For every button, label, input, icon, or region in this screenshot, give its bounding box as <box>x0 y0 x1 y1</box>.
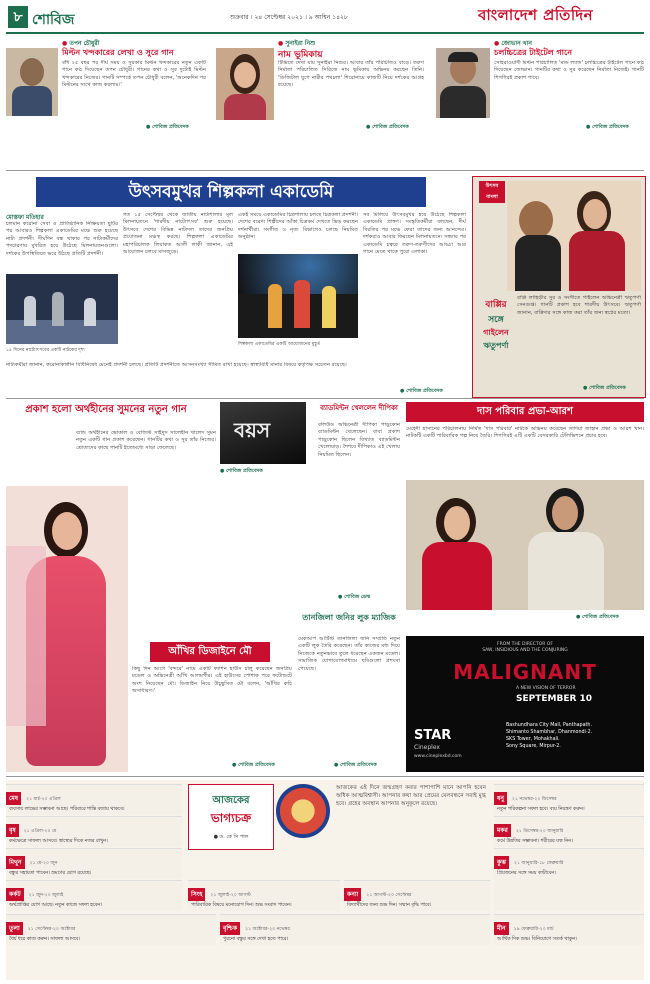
story-dipika <box>318 402 400 602</box>
dipika-title: ব্যাডমিন্টন খেললেন দীপিকা <box>320 404 398 412</box>
story-tag: ● তপন চৌধুরী <box>62 38 99 49</box>
story-title: চলচ্চিত্রের টাইটেল গানে <box>494 48 572 57</box>
photo-caption: ১৫ দিনের নাট্যোৎসবের একটি নাটকের দৃশ্য <box>6 348 85 353</box>
sign-brishchik <box>220 914 490 945</box>
dipika-sign: ● শোবিজ ডেস্ক <box>338 594 371 600</box>
logo-text: বাংলাদেশ প্রতিদিন <box>478 6 594 24</box>
ad-url[interactable]: www.cineplexbd.com <box>414 754 462 759</box>
sign-range: ১৯ ফেব্রুয়ারি-২০ মার্চ <box>513 927 554 932</box>
main-col1: চলমান করোনা সেবা ও প্রাতিষ্ঠানিক নিষ্ক্রিয়তা ছুটির পর আবারও শিল্পকলা একাডেমির মঞ্চে শুরু হয়েছে নাট্য প্রদর্শনী। দীর্ঘদিন বন্ধ থাকার পর নাট্যকর্মীদের পদচারণায় মুখরিত হয়ে উঠেছে মিলনায়তনগুলো। দর্শকের উপস্থিতিতে ভরে উঠছে প্রতিটি প্রদর্শনী। <box>6 221 118 257</box>
sign-brish <box>6 816 182 847</box>
sign-mesh <box>6 784 182 815</box>
sign-name: কন্যা <box>344 888 361 901</box>
sumon-body: ব্যান্ড অর্থহীনের ভোকাল ও বেজিস্ট সাইদুস সালেহীন খালেদ সুমন নতুন একটি গান প্রকাশ করেছেন। গানটির কথা ও সুর তাঁর নিজের। শ্রোতাদের কাছে গানটি ইতোমধ্যে সাড়া ফেলেছে। <box>76 430 216 451</box>
horoscope-intro: আজকের এই দিনে জন্মগ্রহণ করার পাশাপাশি মানে আপনি হবেন অধিক আত্মবিশ্বাসী। আপনার কথা আর প্রেমের মেলবন্ধনে সবাই মুগ্ধ হবে। গ্রহের অবস্থান আপনার অনুকূলে রয়েছে। <box>336 785 486 807</box>
ad-from-2: SAW, INSIDIOUS AND THE CONJURING <box>482 648 568 653</box>
badge-bottom: বাংলা <box>486 194 498 200</box>
sign-text: কর্মে উন্নতির সম্ভাবনা। শরীরের যত্ন নিন। <box>497 839 573 844</box>
sign-text: নতুন পরিকল্পনা সফল হবে। ব্যয় নিয়ন্ত্রণ করুন। <box>497 807 585 812</box>
bappi-box <box>472 176 646 398</box>
label-line: সঙ্গে <box>488 315 504 325</box>
byline: মোস্তফা মতিহার <box>6 214 44 221</box>
bappi-label <box>479 297 513 353</box>
ad-from: FROM THE DIRECTOR OF <box>497 642 553 647</box>
sign-karkat <box>6 880 182 911</box>
story-body: টিভিতে দেখা যায় সুনাইরা নিশুর। আবার তাঁর পরিচিতিও বাড়ে। তরুণ নির্মাতা পরিচালিত সিরিজে নাম ভূমিকায় অভিনয় করছেন তিনি। 'ডিজিটাল যুগে নারীর পথচলা' শিরোনামে কাজটি নিয়ে দর্শকের আগ্রহ রয়েছে। <box>278 60 424 89</box>
dipika-body: বলিউড অভিনেত্রী দীপিকা পাড়ুকোন ব্যাডমিন্টন খেলেছেন। বাবা প্রকাশ পাড়ুকোন ছিলেন বিখ্যাত ব্যাডমিন্টন খেলোয়াড়। শৈশবে দীপিকাও এই খেলায় নিয়মিত ছিলেন। <box>318 422 400 458</box>
story-sumon <box>6 402 306 482</box>
sign-range: ২১ অক্টোবর-২০ নভেম্বর <box>245 927 290 932</box>
newspaper-logo <box>478 4 642 32</box>
page-number: ৮ <box>8 6 28 28</box>
sign-mithun <box>6 848 182 879</box>
sign-name: বৃষ <box>6 824 19 837</box>
main-col2: গত ১৫ সেপ্টেম্বর থেকে জাতীয় নাট্যশালার মূল মিলনায়তনে 'শারদীয় নাট্যোৎসব' শুরু হয়েছে। উৎসবে দেশের বিভিন্ন নাট্যদল তাদের জনপ্রিয় প্রযোজনা মঞ্চস্থ করছে। শিল্পকলা একাডেমির মহাপরিচালক লিয়াকত আলী লাকী জানান, এই আয়োজন চলবে মাসজুড়ে। <box>123 212 233 256</box>
ad-date: SEPTEMBER 10 <box>516 694 593 704</box>
sign-name: বৃশ্চিক <box>220 922 240 935</box>
horoscope-title-2: ভাগ্যচক্র <box>210 811 252 825</box>
label-line: বাপ্পির <box>485 300 507 310</box>
prova-sign: ● শোবিজ প্রতিবেদক <box>576 614 619 620</box>
sumon-sign: ● শোবিজ প্রতিবেদক <box>220 468 263 474</box>
sign-kumbha <box>494 848 644 911</box>
sign-meen <box>494 914 644 945</box>
horoscope <box>6 780 644 980</box>
mou-body: কিছু দিন আগে 'বন্দরে' নামে একটি ফ্যাশন হাউস চালু করেছেন জনপ্রিয় মডেল ও অভিনেত্রী আঁখি আলমগীর। এই হাউসের পোশাক পরে ফটোশুটে অংশ নিয়েছেন মৌ। ডিজাইন নিয়ে উচ্ছ্বসিত মৌ বলেন, 'আঁখির রুচি অসাধারণ।' <box>132 666 292 695</box>
main-story <box>6 212 466 362</box>
jovan-photo <box>436 48 490 118</box>
photo-caption: শিল্পকলা একাডেমির একটি আয়োজনের মুহূর্ত <box>238 342 321 347</box>
mou-title: আঁখির ডিজাইনে মৌ <box>150 642 270 662</box>
main-headline: উৎসবমুখর শিল্পকলা একাডেমি <box>36 177 426 207</box>
location-item: Sony Square, Mirpur-2. <box>506 744 561 749</box>
tanjila-body: মেকআপ আর্টিস্ট তানজিলা জনি সম্প্রতি নতুন একটি লুক তৈরি করেছেন। তাঁর কাজের মধ্য দিয়ে নিজেকে নতুনভাবে তুলে ধরেছেন একজন মডেল। সামাজিক যোগাযোগমাধ্যমে ছবিগুলো প্রশংসা পেয়েছে। <box>298 636 400 672</box>
main-photo-2 <box>238 254 358 338</box>
sign-text: পুরনো বন্ধুর সঙ্গে দেখা হতে পারে। <box>223 937 289 942</box>
sign-kanya <box>344 880 490 911</box>
divider <box>6 398 644 399</box>
story-jovan <box>436 38 644 168</box>
sign-name: কুম্ভ <box>494 856 509 869</box>
sign-makar <box>494 816 644 847</box>
story-sign: ● শোবিজ প্রতিবেদক <box>586 124 629 130</box>
sign-text: ধৈর্য ধরে কাজ করুন। সাফল্য আসবে। <box>9 937 81 942</box>
sign-text: বিদ্যার্থীদের জন্য শুভ দিন। সম্মান বৃদ্ধি পাবে। <box>347 903 432 908</box>
sign-name: মকর <box>494 824 511 837</box>
sign-name: তুলা <box>6 922 23 935</box>
sign-range: ২১ এপ্রিল-২০ মে <box>23 829 57 834</box>
ad-tagline: A NEW VISION OF TERROR <box>516 686 576 691</box>
sign-dhanu <box>494 784 644 815</box>
location-item: SKS Tower, Mohakhali. <box>506 737 560 742</box>
section-title: শোবিজ <box>32 12 75 28</box>
sign-text: পারিবারিক বিষয়ে মনোযোগ দিন। শুভ সংবাদ পাবেন। <box>191 903 292 908</box>
sign-name: মিথুন <box>6 856 25 869</box>
ad-brand-sub: Cineplex <box>414 744 440 751</box>
story-title: নাম ভূমিকায় <box>278 50 323 60</box>
bappi-photo <box>507 181 641 291</box>
story-sign: ● শোবিজ প্রতিবেদক <box>146 124 189 130</box>
mou-sign: ● শোবিজ প্রতিবেদক <box>232 762 275 768</box>
main-col4: সব মিলিয়ে উৎসবমুখর হয়ে উঠেছে শিল্পকলা একাডেমি প্রাঙ্গণ। সংস্কৃতিকর্মীরা বলছেন, দীর্ঘ বিরতির পর মঞ্চে ফেরা তাদের জন্য আনন্দের। দর্শকরাও আবার ফিরছেন মিলনায়তনে। সন্ধ্যার পর একাডেমি চত্বরে তরুণ-তরুণীদের আড্ডা আর গানে মেতে থাকে পুরো এলাকা। <box>363 212 466 256</box>
nishu-photo <box>216 48 274 120</box>
story-milton <box>6 38 206 168</box>
movie-ad[interactable] <box>406 636 644 772</box>
sign-range: ২১ ডিসেম্বর-২০ জানুয়ারি <box>515 829 564 834</box>
sign-range: ২১ মার্চ-২০ এপ্রিল <box>26 797 61 802</box>
sign-range: ২১ জুলাই-২০ আগস্ট <box>210 893 251 898</box>
horoscope-author: ● ড. কে সি পাল <box>213 834 249 840</box>
ad-brand: STAR <box>414 728 452 743</box>
story-body: সোহরাওয়ার্দী মিল্টন পরিচালিত 'মাড ল্যান্ড' চলচ্চিত্রের টাইটেল গানে কণ্ঠ দিয়েছেন জোভান। গানটির কথা ও সুর করেছেন নির্মাতা নিজেই। গানটি শিগগিরই প্রকাশ পাবে। <box>494 60 644 81</box>
main-col3: একই সময়ে একাডেমির চিত্রশালায় চলছে চিত্রকলা প্রদর্শনী। দেশের বরেণ্য শিল্পীদের আঁকা চিত্রকর্ম দেখতে ভিড় করছেন দর্শনার্থীরা। সংগীত ও নৃত্য বিভাগেও চলছে নিয়মিত অনুষ্ঠান। <box>238 212 358 241</box>
sign-text: বন্ধুর সহায়তা পাবেন। ভ্রমণের যোগ রয়েছে। <box>9 871 92 876</box>
sign-text: প্রিয়জনের সঙ্গে সময় কাটাবেন। <box>497 871 556 876</box>
main-sign: ● শোবিজ প্রতিবেদক <box>400 388 443 394</box>
label-line: ঋতুপর্ণা <box>483 341 509 350</box>
location-item: Shimanto Shambhar, Dhanmondi-2. <box>506 730 593 735</box>
sign-name: মীন <box>494 922 509 935</box>
horoscope-title-box <box>188 784 274 850</box>
header-rule <box>6 32 644 34</box>
story-nishu <box>216 38 426 168</box>
zodiac-wheel-icon <box>276 784 330 838</box>
sign-name: মেষ <box>6 792 21 805</box>
divider <box>6 776 644 777</box>
sign-range: ২১ নভেম্বর-২০ ডিসেম্বর <box>512 797 557 802</box>
sign-text: আর্থিক দিক শুভ। বিনিয়োগে সতর্ক থাকুন। <box>497 937 577 942</box>
sign-range: ২১ মে-২০ জুন <box>29 861 58 866</box>
location-item: Bashundhara City Mall, Panthapath. <box>506 723 592 728</box>
bappi-body: বাপ্পি লাহিড়ীর সুর ও সংগীতে গাইলেন অভিনেত্রী ঋতুপর্ণা সেনগুপ্ত। গানটি প্রকাশ হবে শারদীয় উৎসবে। ঋতুপর্ণা জানান, বাপ্পিদার সঙ্গে কাজ করা তাঁর জন্য স্বপ্নের মতো। <box>517 295 641 316</box>
sign-range: ২১ জানুয়ারি-১৮ ফেব্রুয়ারি <box>514 861 564 866</box>
prova-body: মেহেদী হাসানের পরিচালনায় নির্মিত 'দাস পরিবার' নাটকে অভিনয় করেছেন সাদিয়া জাহান প্রভা ও আরশ খান। নাটকটি একটি পারিবারিক গল্প নিয়ে তৈরি। শিগগিরই এটি একটি বেসরকারি টেলিভিশনে প্রচার হবে। <box>406 426 644 440</box>
sign-singha <box>188 880 340 911</box>
story-title: মিল্টন খন্দকারের লেখা ও সুরে গান <box>62 48 174 57</box>
label-line: গাইলেন <box>483 328 509 337</box>
sign-name: ধনু <box>494 792 507 805</box>
sign-text: অর্থপ্রাপ্তির যোগ আছে। নতুন কাজে সফল হবেন। <box>9 903 102 908</box>
story-tanjila <box>298 612 400 772</box>
date-line: শুক্রবার । ২৪ সেপ্টেম্বর ২০২১ । ৯ আশ্বিন ১৪২৮ <box>230 14 348 21</box>
sign-text: ব্যবসায় লাভের সম্ভাবনা আছে। পরিবারে শান্তি বজায় থাকবে। <box>9 807 125 812</box>
sumon-poster <box>220 402 306 464</box>
utsab-badge <box>479 181 505 203</box>
sign-name: কর্কট <box>6 888 24 901</box>
sign-tula <box>6 914 216 945</box>
tanjila-sign: ● শোবিজ প্রতিবেদক <box>334 762 377 768</box>
bappi-sign: ● শোবিজ প্রতিবেদক <box>583 385 626 391</box>
tanjila-title: তানজিলা জনির লুক ম্যাজিক <box>302 613 396 622</box>
sign-name: সিংহ <box>188 888 205 901</box>
sign-range: ২১ সেপ্টেম্বর-২০ অক্টোবর <box>27 927 76 932</box>
story-tag: ● সুনাইরা নিশু <box>278 38 315 49</box>
sign-text: কর্মক্ষেত্রে সাফল্য আসবে। স্বাস্থ্যের দিকে নজর রাখুন। <box>9 839 108 844</box>
story-tag: ● জোভান খান <box>494 38 532 49</box>
ad-title: MALIGNANT <box>453 660 597 684</box>
story-body: বাঁধ ২৫ বছর পর দীর্ঘ সময় ও সুরকার মিল্টন খন্দকারের নতুন একটি গানে কণ্ঠ দিয়েছেন তপন চৌধুরী। গানের কথা ও সুর দুটোই মিল্টন খন্দকারের নিজের। গানটি সম্পর্কে তপন চৌধুরী বলেন, 'অনেকদিন পর মিল্টনের সাথে কাজ করলাম।' <box>62 60 206 89</box>
sumon-title: প্রকাশ হলো অর্থহীনের সুমনের নতুন গান <box>25 404 187 415</box>
prova-title: দাস পরিবার প্রভা-আরশ <box>406 402 644 422</box>
story-sign: ● শোবিজ প্রতিবেদক <box>366 124 409 130</box>
poster-title: বয়স <box>234 418 271 442</box>
horoscope-title-1: আজকের <box>212 795 250 806</box>
main-photo-1 <box>6 274 118 344</box>
divider <box>6 170 644 171</box>
prova-photo <box>406 480 644 610</box>
main-col5: নাট্যকর্মীরা জানান, করোনাকালীন বিধিনিষেধ মেনেই প্রদর্শনী চলছে। প্রতিটি প্রদর্শনীতে আসনসংখ্যা সীমিত রাখা হয়েছে। স্বাস্থ্যবিধি মানার বিষয়ে কর্তৃপক্ষ সচেতন রয়েছে। <box>6 362 347 368</box>
ad-locations <box>506 722 592 750</box>
tapan-photo <box>6 48 58 116</box>
sign-range: ২১ জুন-২০ জুলাই <box>28 893 64 898</box>
sign-range: ২১ আগস্ট-২০ সেপ্টেম্বর <box>366 893 412 898</box>
badge-top: উৎসব <box>485 183 499 189</box>
mou-photo <box>6 486 128 772</box>
story-prova <box>406 402 644 632</box>
